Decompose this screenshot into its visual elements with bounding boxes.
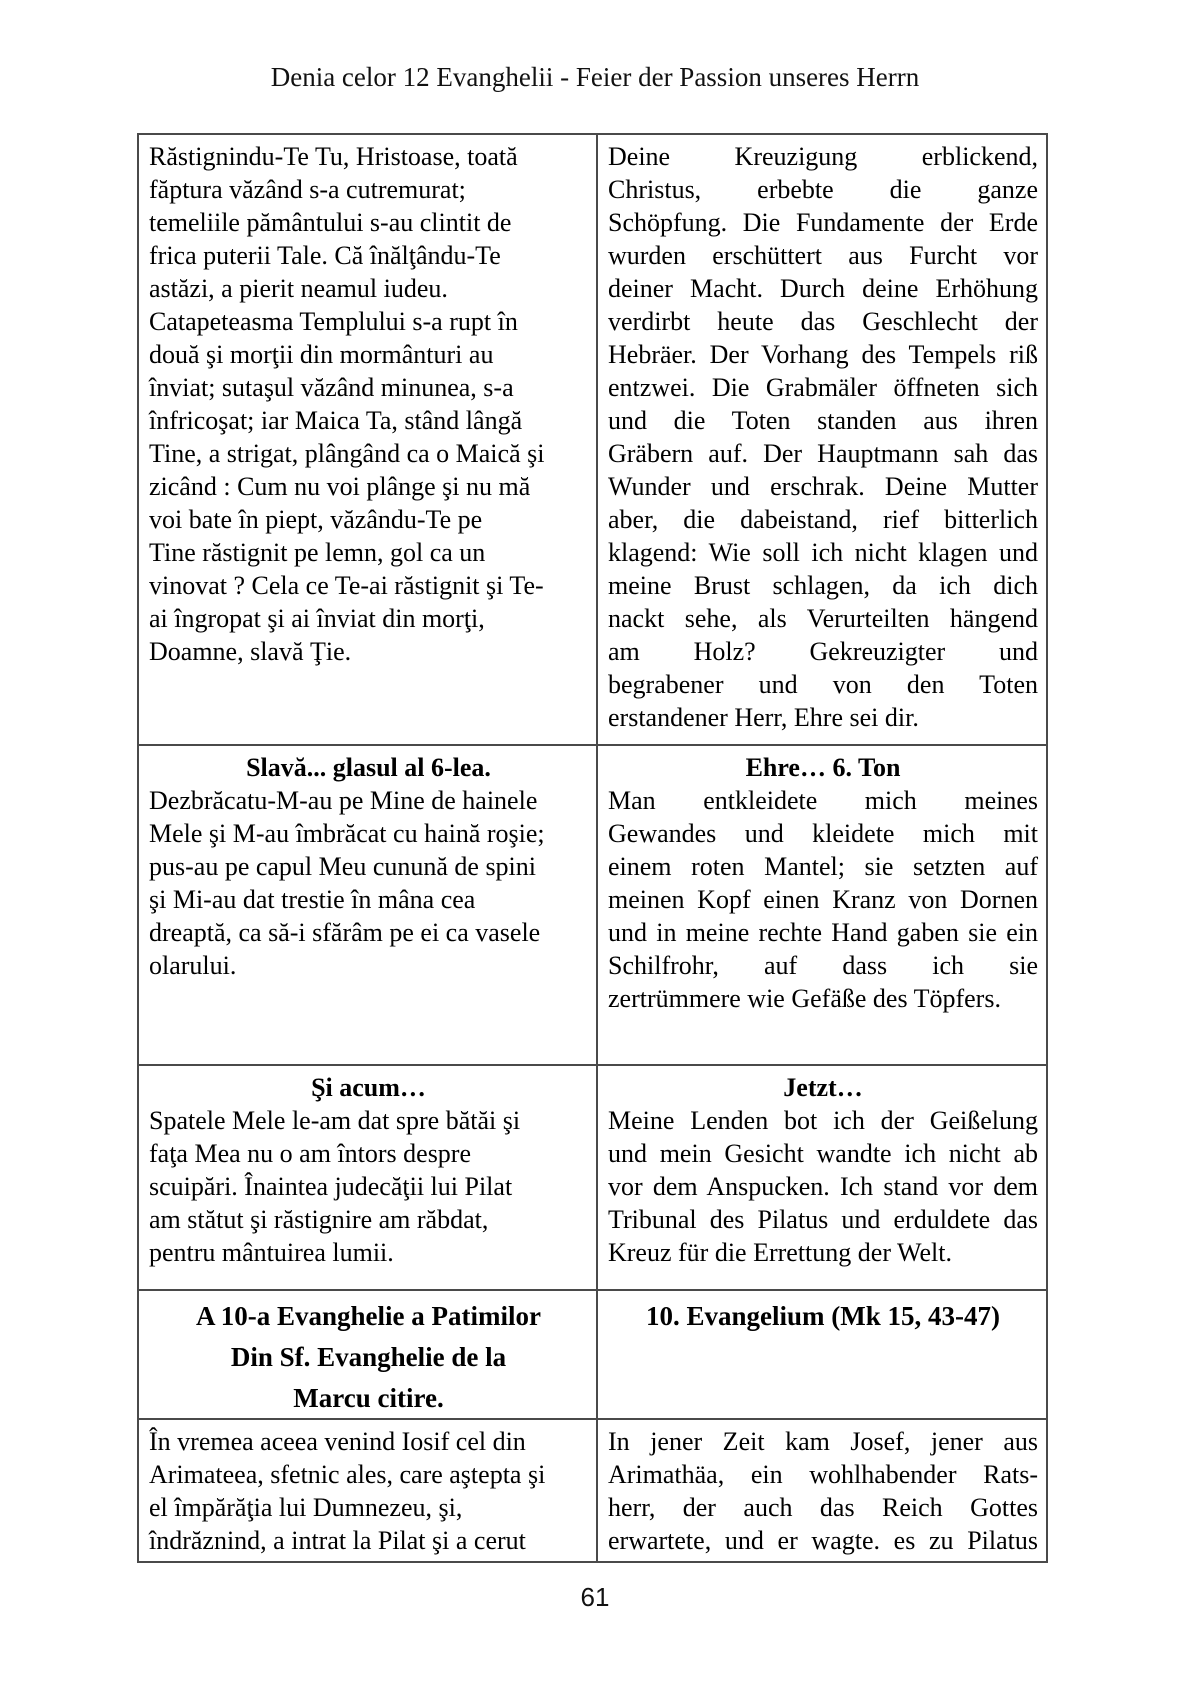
text-line: Christus, erbebte die ganze (608, 175, 1038, 204)
text-line: Mele şi M-au îmbrăcat cu haină roşie; (149, 818, 545, 848)
text-line: Kreuz für die Errettung der Welt. (608, 1237, 952, 1267)
table-row (139, 1420, 1046, 1561)
text-line: herr, der auch das Reich Gottes (608, 1493, 1038, 1522)
table-row (139, 1066, 1046, 1291)
text-line: zicând : Cum nu voi plânge şi nu mă (149, 472, 531, 501)
text-line: Man entkleidete mich meines (608, 785, 1038, 815)
text-line: wurden erschüttert aus Furcht vor (608, 241, 1038, 270)
text-line: două şi morţii din mormânturi au (149, 340, 494, 369)
text-line: şi Mi-au dat trestie în mâna cea (149, 884, 476, 914)
text-line: einem roten Mantel; sie setzten auf (608, 851, 1038, 881)
text-line: vor dem Anspucken. Ich stand vor dem (608, 1171, 1038, 1201)
text-line: 10. Evangelium (Mk 15, 43-47) (646, 1301, 1000, 1331)
text-line: Spatele Mele le-am dat spre bătăi şi (149, 1105, 521, 1135)
german-heading (608, 1071, 1038, 1104)
text-line: olarului. (149, 950, 237, 980)
text-line: Arimateea, sfetnic ales, care aştepta şi (149, 1460, 546, 1489)
text-line: Deine Kreuzigung erblickend, (608, 142, 1038, 171)
text-line: am stătut şi răstignire am răbdat, (149, 1204, 489, 1234)
text-line: astăzi, a pierit neamul iudeu. (149, 274, 448, 303)
romanian-text (149, 140, 588, 668)
text-line: Schöpfung. Die Fundamente der Erde (608, 208, 1038, 237)
text-line: voi bate în piept, văzându-Te pe (149, 505, 483, 534)
text-line: Schilfrohr, auf dass ich sie (608, 950, 1038, 980)
text-line: Şi acum… (311, 1072, 426, 1102)
text-line: ai îngropat şi ai înviat din morţi, (149, 604, 485, 633)
romanian-heading (149, 1296, 588, 1418)
romanian-cell-sticheron (139, 135, 598, 744)
romanian-cell-slava (139, 746, 598, 1064)
german-heading (608, 751, 1038, 784)
text-line: verdirbt heute das Geschlecht der (608, 307, 1038, 336)
text-line: aber, die dabeistand, rief bitterlich (608, 505, 1038, 534)
text-line: Răstignindu-Te Tu, Hristoase, toată (149, 142, 518, 171)
text-line: Jetzt… (783, 1072, 863, 1102)
text-line: temeliile pământului s-au clintit de (149, 208, 512, 237)
german-text (608, 140, 1038, 734)
german-text (608, 1104, 1038, 1269)
text-line: A 10-a Evanghelie a Patimilor (196, 1301, 541, 1331)
german-text (608, 1425, 1038, 1557)
text-line: îndrăznind, a intrat la Pilat şi a cerut (149, 1526, 526, 1555)
romanian-cell-gospel-title (139, 1291, 598, 1418)
text-line: klagend: Wie soll ich nicht klagen und (608, 538, 1038, 567)
romanian-text (149, 1104, 588, 1269)
text-line: Dezbrăcatu-M-au pe Mine de hainele (149, 785, 538, 815)
text-line: Gräbern auf. Der Hauptmann sah das (608, 439, 1038, 468)
table-row (139, 135, 1046, 746)
romanian-heading (149, 1071, 588, 1104)
german-cell-sticheron (598, 135, 1046, 744)
text-line: Tine, a strigat, plângând ca o Maică şi (149, 439, 545, 468)
text-line: pentru mântuirea lumii. (149, 1237, 394, 1267)
german-cell-gospel-text (598, 1420, 1046, 1561)
bilingual-table (137, 133, 1048, 1563)
text-line: meinen Kopf einen Kranz von Dornen (608, 884, 1038, 914)
romanian-text (149, 1425, 588, 1557)
text-line: înfricoşat; iar Maica Ta, stând lângă (149, 406, 523, 435)
text-line: faţa Mea nu o am întors despre (149, 1138, 472, 1168)
text-line: scuipări. Înaintea judecăţii lui Pilat (149, 1171, 513, 1201)
text-line: frica puterii Tale. Că înălţându-Te (149, 241, 501, 270)
text-line: Gewandes und kleidete mich mit (608, 818, 1038, 848)
text-line: Marcu citire. (293, 1383, 444, 1413)
romanian-cell-gospel-text (139, 1420, 598, 1561)
german-cell-ehre (598, 746, 1046, 1064)
text-line: Tribunal des Pilatus und erduldete das (608, 1204, 1038, 1234)
text-line: und die Toten standen aus ihren (608, 406, 1038, 435)
text-line: erwartete, und er wagte. es zu Pilatus (608, 1526, 1038, 1555)
text-line: Arimathäa, ein wohlhabender Rats- (608, 1460, 1038, 1489)
text-line: Meine Lenden bot ich der Geißelung (608, 1105, 1038, 1135)
text-line: und mein Gesicht wandte ich nicht ab (608, 1138, 1038, 1168)
romanian-cell-si-acum (139, 1066, 598, 1289)
text-line: În vremea aceea venind Iosif cel din (149, 1427, 526, 1456)
german-cell-gospel-title (598, 1291, 1046, 1418)
text-line: begrabener und von den Toten (608, 670, 1038, 699)
page-number: 61 (580, 1582, 610, 1612)
table-row (139, 1291, 1046, 1420)
german-heading (608, 1296, 1038, 1337)
text-line: făptura văzând s-a cutremurat; (149, 175, 466, 204)
text-line: erstandener Herr, Ehre sei dir. (608, 703, 919, 732)
text-line: Catapeteasma Templului s-a rupt în (149, 307, 518, 336)
text-line: zertrümmere wie Gefäße des Töpfers. (608, 983, 1001, 1013)
text-line: Ehre… 6. Ton (745, 752, 901, 782)
text-line: deiner Macht. Durch deine Erhöhung (608, 274, 1038, 303)
text-line: Slavă... glasul al 6-lea. (246, 752, 491, 782)
german-text (608, 784, 1038, 1015)
page-header-title: Denia celor 12 Evanghelii - Feier der Passion unseres Herrn (270, 62, 920, 92)
text-line: In jener Zeit kam Josef, jener aus (608, 1427, 1038, 1456)
text-line: înviat; sutaşul văzând minunea, s-a (149, 373, 514, 402)
text-line: pus-au pe capul Meu cunună de spini (149, 851, 537, 881)
text-line: nackt sehe, als Verurteilten hängend (608, 604, 1038, 633)
text-line: Hebräer. Der Vorhang des Tempels riß (608, 340, 1038, 369)
text-line: meine Brust schlagen, da ich dich (608, 571, 1038, 600)
text-line: entzwei. Die Grabmäler öffneten sich (608, 373, 1038, 402)
text-line: Doamne, slavă Ţie. (149, 637, 352, 666)
text-line: Din Sf. Evanghelie de la (230, 1342, 507, 1372)
text-line: el împărăţia lui Dumnezeu, şi, (149, 1493, 463, 1522)
table-row (139, 746, 1046, 1066)
romanian-text (149, 784, 588, 982)
romanian-heading (149, 751, 588, 784)
text-line: Wunder und erschrak. Deine Mutter (608, 472, 1038, 501)
text-line: dreaptă, ca să-i sfărâm pe ei ca vasele (149, 917, 541, 947)
text-line: Tine răstignit pe lemn, gol ca un (149, 538, 486, 567)
text-line: vinovat ? Cela ce Te-ai răstignit şi Te- (149, 571, 544, 600)
text-line: und in meine rechte Hand gaben sie ein (608, 917, 1038, 947)
text-line: am Holz? Gekreuzigter und (608, 637, 1038, 666)
german-cell-jetzt (598, 1066, 1046, 1289)
